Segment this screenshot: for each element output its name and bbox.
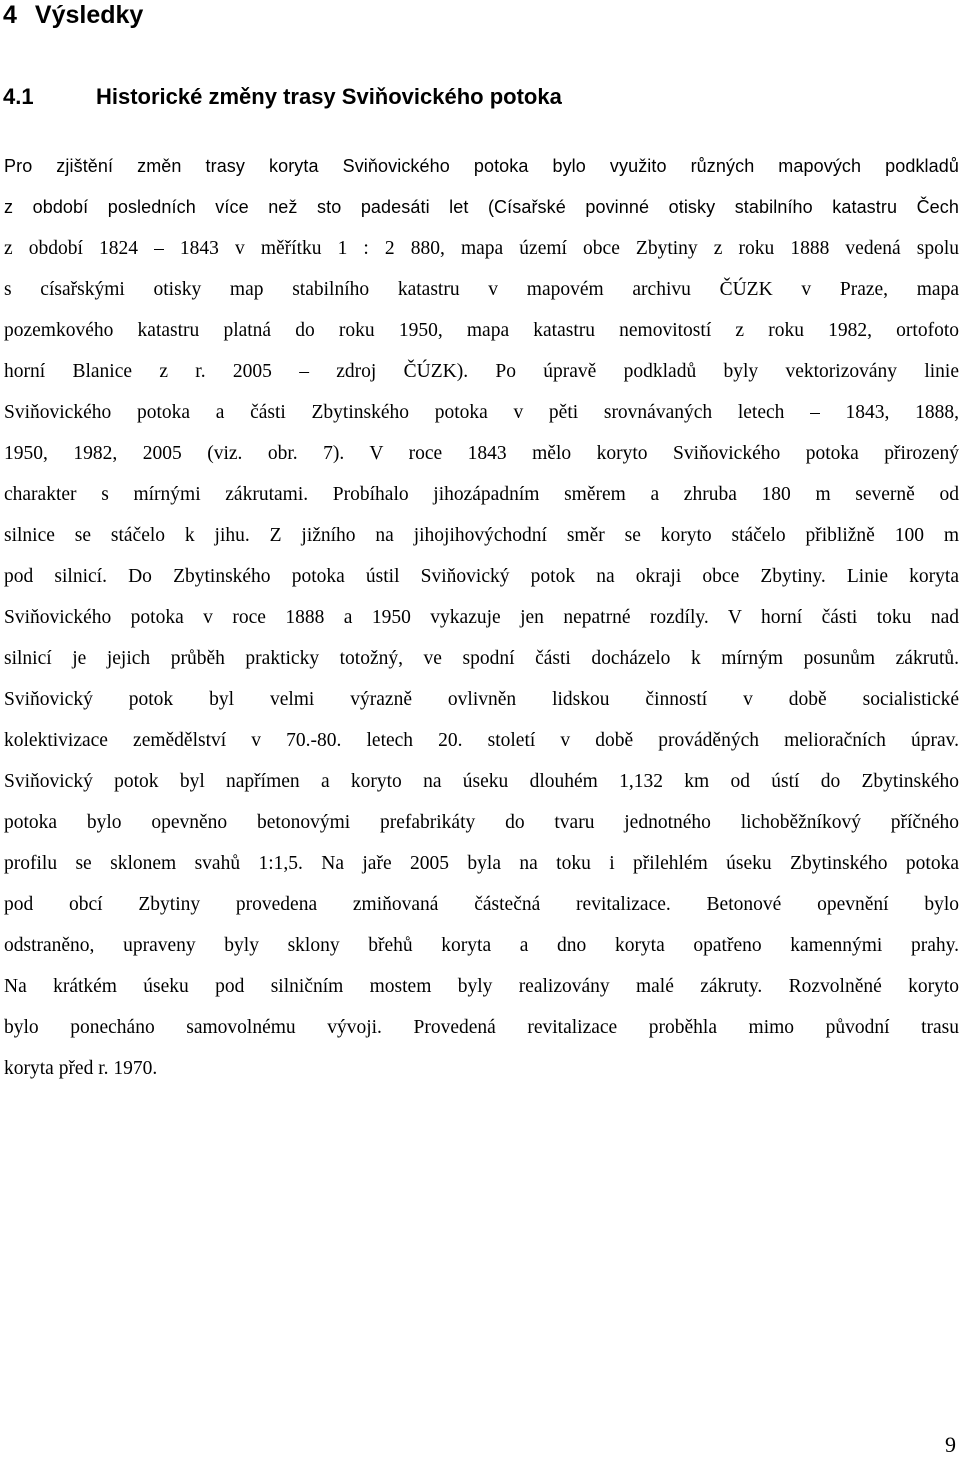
chapter-heading xyxy=(3,0,143,30)
paragraph-line: silnice se stáčelo k jihu. Z jižního na jihojihovýchodní směr se koryto stáčelo přibližně 100 m xyxy=(4,525,959,546)
paragraph-line: pod obcí Zbytiny provedena zmiňovaná částečná revitalizace. Betonové opevnění bylo xyxy=(4,894,959,915)
paragraph-line: z období 1824 – 1843 v měřítku 1 : 2 880, mapa území obce Zbytiny z roku 1888 vedená spolu xyxy=(4,238,959,259)
paragraph-line: 1950, 1982, 2005 (viz. obr. 7). V roce 1843 mělo koryto Sviňovického potoka přirozený xyxy=(4,443,959,464)
paragraph-line: z období posledních více než sto padesáti let (Císařské povinné otisky stabilního katastru Čech xyxy=(4,197,959,217)
paragraph-line: profilu se sklonem svahů 1:1,5. Na jaře 2005 byla na toku i přilehlém úseku Zbytinského potoka xyxy=(4,853,959,874)
paragraph-line: koryta před r. 1970. xyxy=(4,1058,158,1079)
paragraph-line: charakter s mírnými zákrutami. Probíhalo jihozápadním směrem a zhruba 180 m severně od xyxy=(4,484,959,505)
paragraph-line: Sviňovického potoka a části Zbytinského potoka v pěti srovnávaných letech – 1843, 1888, xyxy=(4,402,959,423)
paragraph-line: potoka bylo opevněno betonovými prefabrikáty do tvaru jednotného lichoběžníkový příčného xyxy=(4,812,959,833)
paragraph-line: odstraněno, upraveny byly sklony břehů koryta a dno koryta opatřeno kamennými prahy. xyxy=(4,935,959,956)
paragraph-line: pod silnicí. Do Zbytinského potoka ústil Sviňovický potok na okraji obce Zbytiny. Linie koryta xyxy=(4,566,959,587)
paragraph-line: silnicí je jejich průběh prakticky totožný, ve spodní části docházelo k mírným posunům zákrutů. xyxy=(4,648,959,669)
paragraph-line: kolektivizace zemědělství v 70.-80. letech 20. století v době prováděných melioračních úprav. xyxy=(4,730,959,751)
paragraph-line: pozemkového katastru platná do roku 1950, mapa katastru nemovitostí z roku 1982, ortofoto xyxy=(4,320,959,341)
page-number: 9 xyxy=(945,1432,956,1457)
paragraph-line: Pro zjištění změn trasy koryta Sviňovického potoka bylo využito různých mapových podkladů xyxy=(4,156,959,176)
section-number: 4.1 xyxy=(3,84,34,109)
chapter-number: 4 xyxy=(3,1,17,29)
paragraph-line: Na krátkém úseku pod silničním mostem byly realizovány malé zákruty. Rozvolněné koryto xyxy=(4,976,959,997)
chapter-title: Výsledky xyxy=(34,1,144,29)
paragraph-line: horní Blanice z r. 2005 – zdroj ČÚZK). Po úpravě podkladů byly vektorizovány linie xyxy=(4,361,959,382)
section-title: Historické změny trasy Sviňovického potoka xyxy=(96,84,562,109)
section-heading xyxy=(3,82,562,112)
paragraph-line: Sviňovického potoka v roce 1888 a 1950 vykazuje jen nepatrné rozdíly. V horní části toku nad xyxy=(4,607,959,628)
paragraph-line: Sviňovický potok byl velmi výrazně ovlivněn lidskou činností v době socialistické xyxy=(4,689,959,710)
body-paragraph xyxy=(4,146,959,1089)
paragraph-line: s císařskými otisky map stabilního katastru v mapovém archivu ČÚZK v Praze, mapa xyxy=(4,279,959,300)
paragraph-line: Sviňovický potok byl napřímen a koryto na úseku dlouhém 1,132 km od ústí do Zbytinského xyxy=(4,771,959,792)
paragraph-line: bylo ponecháno samovolnému vývoji. Provedená revitalizace proběhla mimo původní trasu xyxy=(4,1017,959,1038)
